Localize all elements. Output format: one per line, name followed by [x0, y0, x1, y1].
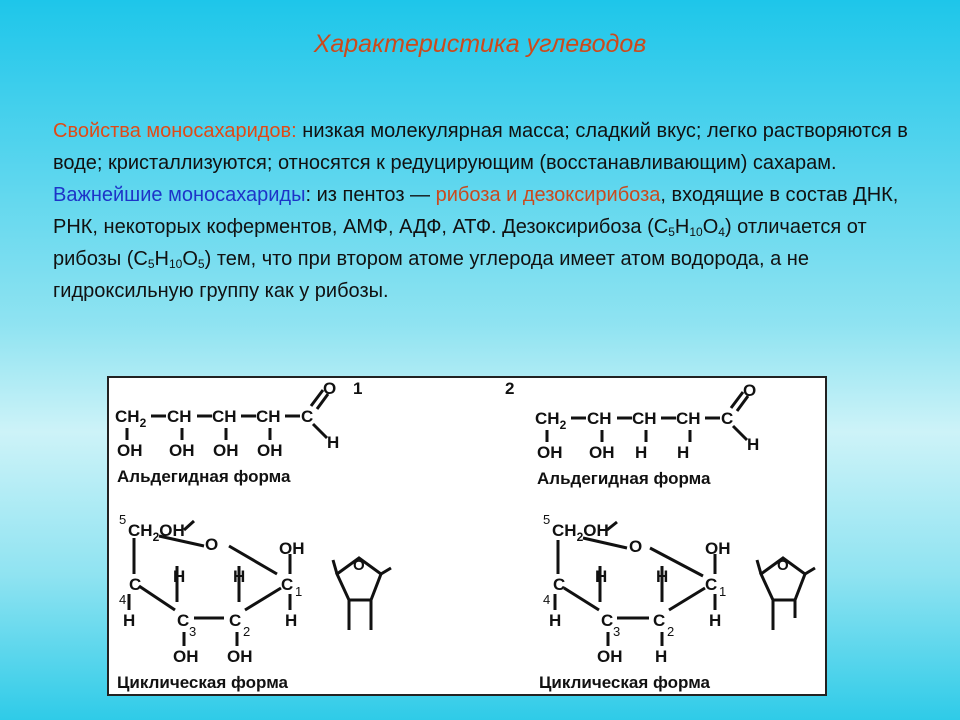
atom-oh: OH — [597, 647, 623, 666]
carbon-number: 1 — [295, 584, 303, 599]
carbon-number: 5 — [119, 512, 127, 527]
atom-oh: OH — [173, 647, 199, 666]
icon-ring-oxygen: O — [353, 557, 365, 574]
atom-ch2: $CH_2$ — [535, 409, 567, 432]
atom-ch2: $CH_2$ — [115, 407, 147, 430]
structures-svg — [109, 378, 825, 694]
atom-ch: CH — [676, 409, 701, 428]
text-segment: H — [674, 216, 690, 238]
atom-h: H — [635, 443, 648, 462]
subscript: 10 — [689, 225, 703, 239]
aldehyde-form-label: Альдегидная форма — [117, 467, 291, 486]
atom-oh: OH — [257, 441, 283, 460]
label-properties: Свойства моносахаридов: — [53, 120, 297, 142]
atom-c: C — [705, 575, 718, 594]
label-important: Важнейшие моносахариды — [53, 184, 306, 206]
carbon-number: 4 — [543, 592, 551, 607]
atom-h: H — [677, 443, 690, 462]
atom-c: C — [129, 575, 142, 594]
atom-h: H — [709, 611, 722, 630]
atom-c: C — [229, 611, 242, 630]
atom-c: C — [301, 407, 314, 426]
subscript: 5 — [197, 257, 205, 271]
atom-ch: CH — [167, 407, 192, 426]
atom-c: C — [721, 409, 734, 428]
carbon-number: 3 — [189, 624, 197, 639]
carbon-number: 4 — [119, 592, 127, 607]
text-segment: O — [182, 248, 198, 270]
figure-number-2: 2 — [505, 379, 515, 398]
paragraph-important-monosaccharides — [53, 179, 913, 307]
atom-h: H — [655, 647, 668, 666]
atom-c: C — [601, 611, 614, 630]
carbon-number: 2 — [667, 624, 675, 639]
carbon-number: 5 — [543, 512, 551, 527]
properties-text: низкая молекулярная масса; сладкий вкус; легко растворяются в воде; кристаллизуются; относятся к редуцирующим (восстанавливающим) сахарам. — [53, 120, 908, 174]
cyclic-form-label: Циклическая форма — [117, 673, 288, 692]
atom-ch: CH — [632, 409, 657, 428]
atom-oh: OH — [705, 539, 731, 558]
atom-oh: OH — [169, 441, 195, 460]
atom-o: O — [743, 381, 757, 400]
icon-ring-oxygen: O — [777, 557, 789, 574]
carbon-number: 2 — [243, 624, 251, 639]
atom-h: H — [327, 433, 340, 452]
subscript: 5 — [147, 257, 155, 271]
atom-c: C — [281, 575, 294, 594]
subscript: 10 — [169, 257, 183, 271]
atom-ch: CH — [212, 407, 237, 426]
atom-ch: CH — [256, 407, 281, 426]
atom-oh: OH — [589, 443, 615, 462]
highlight-ribose: рибоза и дезоксирибоза — [435, 184, 661, 206]
atom-h: H — [285, 611, 298, 630]
atom-c: C — [553, 575, 566, 594]
atom-ch: CH — [587, 409, 612, 428]
atom-h: H — [173, 567, 186, 586]
text-segment: H — [154, 248, 169, 270]
atom-oh: OH — [279, 539, 305, 558]
text-segment: ) тем, что при втором атоме углерода имеет атом водорода, а не гидроксильную группу как у рибозы. — [53, 248, 809, 302]
chemical-structures-figure — [107, 376, 827, 696]
atom-oh: OH — [117, 441, 143, 460]
atom-h: H — [123, 611, 136, 630]
atom-o: O — [323, 379, 337, 398]
atom-h: H — [233, 567, 246, 586]
paragraph-monosaccharide-properties — [53, 115, 913, 179]
atom-oh: OH — [213, 441, 239, 460]
ring-oxygen: O — [629, 537, 643, 556]
subscript: 5 — [668, 225, 675, 239]
text-segment: , входящие в состав ДНК, РНК, некоторых коферментов, АМФ, АДФ, АТФ. Дезоксирибоза (C — [53, 184, 899, 238]
figure-number-1: 1 — [353, 379, 363, 398]
atom-h: H — [747, 435, 760, 454]
atom-h: H — [595, 567, 608, 586]
atom-ch2oh: $CH_2OH$ — [128, 521, 185, 544]
atom-h: H — [656, 567, 669, 586]
cyclic-form-label: Циклическая форма — [539, 673, 710, 692]
subscript: 4 — [718, 225, 725, 239]
atom-c: C — [653, 611, 666, 630]
atom-oh: OH — [537, 443, 563, 462]
text-segment: O — [702, 216, 719, 238]
text-segment: ) отличается от рибозы (C — [53, 216, 867, 270]
slide-title: Характеристика углеводов — [313, 30, 647, 58]
text-segment: : из пентоз — — [305, 184, 436, 206]
carbon-number: 1 — [719, 584, 727, 599]
ring-oxygen: O — [205, 535, 219, 554]
atom-ch2oh: $CH_2OH$ — [552, 521, 609, 544]
aldehyde-form-label: Альдегидная форма — [537, 469, 711, 488]
atom-c: C — [177, 611, 190, 630]
carbon-number: 3 — [613, 624, 621, 639]
atom-oh: OH — [227, 647, 253, 666]
atom-h: H — [549, 611, 562, 630]
body-text — [53, 115, 913, 307]
